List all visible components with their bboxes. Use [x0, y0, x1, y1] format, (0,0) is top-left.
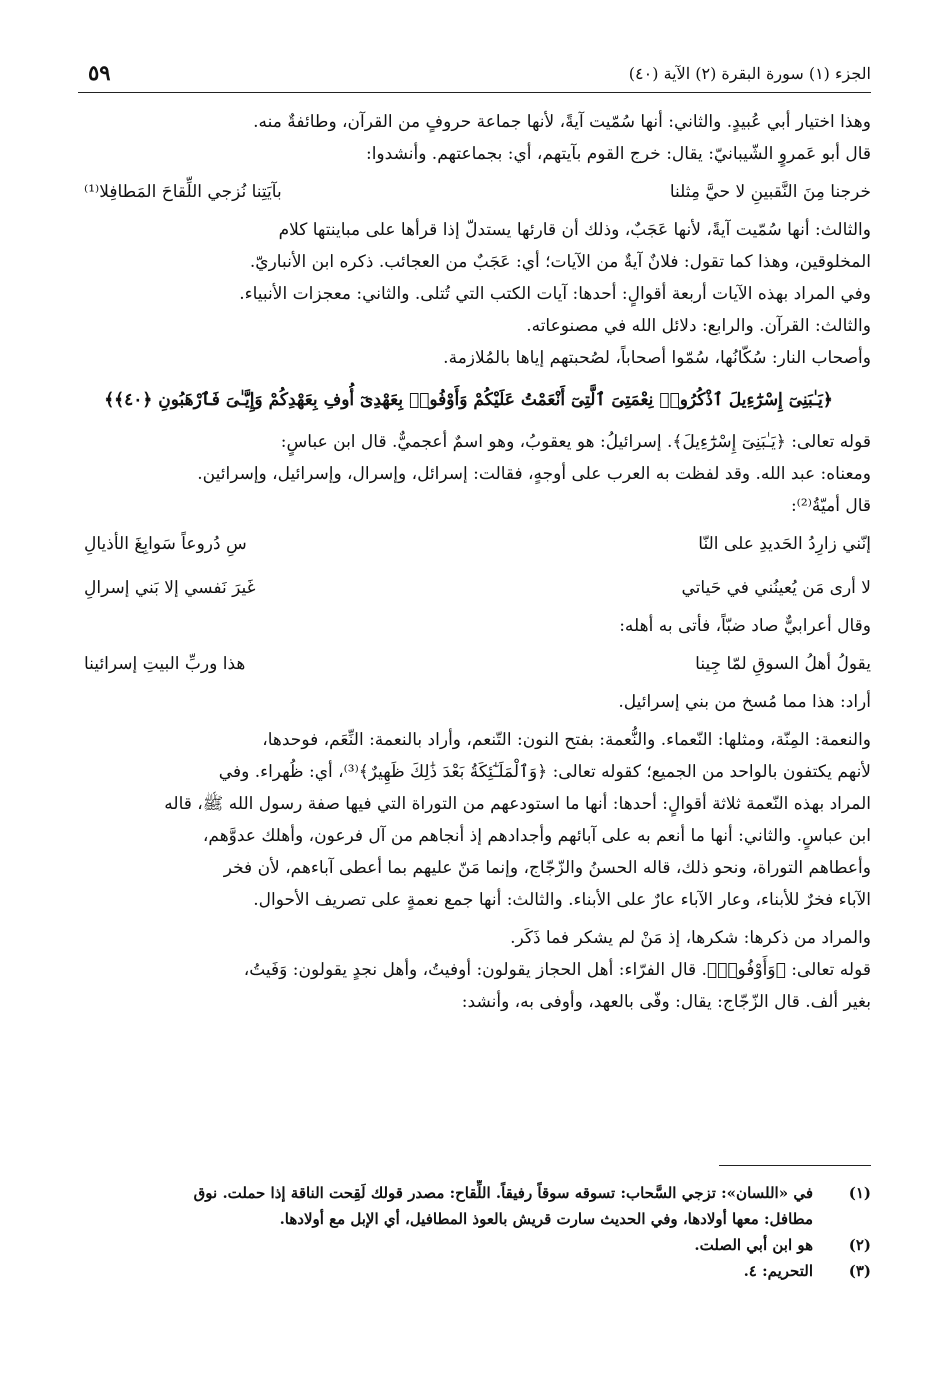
header-divider [78, 92, 871, 93]
poetry-verse [66, 522, 871, 566]
verse-first-hemistich: يقولُ أهلُ السوقِ لمّا جِينا [695, 654, 871, 674]
footnote-text: هو ابن أبي الصلت. [694, 1236, 813, 1254]
page-header [88, 62, 871, 88]
verse-second-hemistich: هذا وربِّ البيتِ إسرائينا [84, 654, 246, 674]
text-line: قال أميّةُ⁽²⁾: [790, 496, 871, 516]
footnote [66, 1258, 871, 1284]
text-line: والثالث: القرآن. والرابع: دلائل الله في مصنوعاته. [526, 316, 871, 336]
main-text [66, 106, 871, 1018]
text-line: قوله تعالى: ﴿وَأَوْفُوا۟﴾. قال الفرّاء: أهل الحجاز يقولون: أوفيتُ، وأهل نجدٍ يقولون: وَفَيتُ، [243, 960, 871, 980]
verse-second-hemistich: سِ دُروعاً سَوابِغَ الأذيالِ [84, 534, 247, 554]
text-line: وأصحاب النار: سُكّانُها، سُمّوا أصحاباً، لصُحبتهم إياها بالمُلازمة. [443, 348, 871, 368]
text-line: وأعطاهم التوراة، ونحو ذلك، قاله الحسنُ والزّجّاج، وإنما مَنّ عليهم بما أعطى آباءهم، لأن فخر [223, 858, 871, 878]
verse-second-hemistich: غَيرَ نَفسي إلا بَني إسرالِ [84, 578, 256, 598]
verse-first-hemistich: خرجنا مِنَ النَّقبينِ لا حيَّ مِثلنا [669, 182, 871, 202]
footnote-divider [719, 1165, 871, 1166]
verse-first-hemistich: لا أرى مَن يُعينُني في حَياتي [681, 578, 871, 598]
poetry-verse [66, 642, 871, 686]
quran-verse: ﴿يَـٰبَنِىٓ إِسْرَٰٓءِيلَ ٱذْكُرُوا۟ نِعْمَتِىَ ٱلَّتِىٓ أَنْعَمْتُ عَلَيْكُمْ وَأَوْفُوا۟ بِعَهْدِىٓ أُوفِ بِعَهْدِكُمْ وَإِيَّـٰىَ فَٱرْهَبُونِ ﴿٤٠﴾﴾ [104, 390, 833, 410]
text-line: قوله تعالى: ﴿يَـٰبَنِىٓ إِسْرَٰٓءِيلَ﴾. إسرائيلُ: هو يعقوبُ، وهو اسمٌ أعجميٌّ. قال ابن عباسٍ: [280, 432, 871, 452]
verse-second-hemistich: بآيَتِنا نُزجي اللِّقاحَ المَطافِلا⁽¹⁾ [84, 182, 282, 202]
text-line: المراد بهذه النّعمة ثلاثة أقوالٍ: أحدها: أنها ما استودعهم من التوراة التي فيها صفة رسول الله ﷺ، قاله [164, 794, 871, 814]
verse-first-hemistich: إنّني زارِدُ الحَديدِ على النّا [698, 534, 871, 554]
running-title: الجزء (١) سورة البقرة (٢) الآية (٤٠) [628, 64, 871, 83]
text-line: والنعمة: المِنّة، ومثلها: النّعماء. والنُّعمة: بفتح النون: التّنعم، وأراد بالنعمة: النِّعَم، فوحدها، [262, 730, 871, 750]
footnote-text: في «اللسان»: تزجي السَّحاب: تسوقه سوقاً رفيقاً. اللِّقاح: مصدر قولك لَقِحت الناقة إذا حملت. نوق [193, 1184, 813, 1202]
text-line: لأنهم يكتفون بالواحد من الجميع؛ كقوله تعالى: ﴿وَٱلْمَلَـٰٓئِكَةُ بَعْدَ ذَٰلِكَ ظَهِيرٌ﴾⁽³⁾، أي: ظُهراء. وفي [218, 762, 871, 782]
text-line: ومعناه: عبد الله. وقد لفظت به العرب على أوجهٍ، فقالت: إسرائل، وإسرال، وإسرائيل، وإسرائين. [197, 464, 871, 484]
text-line: ابن عباسٍ. والثاني: أنها ما أنعم به على آبائهم وأجدادهم إذ أنجاهم من آل فرعون، وأهلك عدوَّهم، [202, 826, 871, 846]
text-line: وقال أعرابيٌّ صاد ضبّاً، فأتى به أهله: [619, 616, 871, 636]
footnote-text: مطافل: معها أولادها، وفي الحديث سارت قريش بالعوذ المطافيل، أي الإبل مع أولادها. [279, 1210, 813, 1228]
text-line: والمراد من ذكرها: شكرها، إذ مَنْ لم يشكر فما ذَكَر. [510, 928, 871, 948]
page-number: ٥٩ [88, 60, 111, 85]
poetry-verse [66, 566, 871, 610]
footnote-number: (٣) [848, 1262, 871, 1280]
poetry-verse [66, 170, 871, 214]
footnote [66, 1180, 871, 1206]
text-line: وهذا اختيار أبي عُبيدٍ. والثاني: أنها سُمّيت آيةً، لأنها جماعة حروفٍ من القرآن، وطائفةٌ منه. [253, 112, 871, 132]
text-line: والثالث: أنها سُمّيت آيةً، لأنها عَجَبٌ، وذلك أن قارئها يستدلّ إذا قرأها على مباينتها كلام [278, 220, 871, 240]
text-line: أراد: هذا مما مُسخ من بني إسرائيل. [618, 692, 871, 712]
text-line: وفي المراد بهذه الآيات أربعة أقوالٍ: أحدها: آيات الكتب التي تُتلى. والثاني: معجزات الأنبياء. [239, 284, 871, 304]
text-line: الآباء فخرٌ للأبناء، وعار الآباء عارٌ على الأبناء. والثالث: أنها جمع نعمةٍ على تصريف الأحوال. [253, 890, 871, 910]
footnote-number: (١) [848, 1184, 871, 1202]
footnote-text: التحريم: ٤. [743, 1262, 813, 1280]
text-line: قال أبو عَمروٍ الشّيبانيّ: يقال: خرج القوم بآيتهم، أي: بجماعتهم. وأنشدوا: [365, 144, 871, 164]
footnote-number: (٢) [848, 1236, 871, 1254]
footnotes [66, 1180, 871, 1284]
footnote [66, 1232, 871, 1258]
text-line: بغير ألف. قال الزّجّاج: يقال: وفّى بالعهد، وأوفى به، وأنشد: [461, 992, 871, 1012]
text-line: المخلوقين، وهذا كما تقول: فلانٌ آيةٌ من الآيات؛ أي: عَجَبٌ من العجائب. ذكره ابن الأنباريّ. [249, 252, 871, 272]
